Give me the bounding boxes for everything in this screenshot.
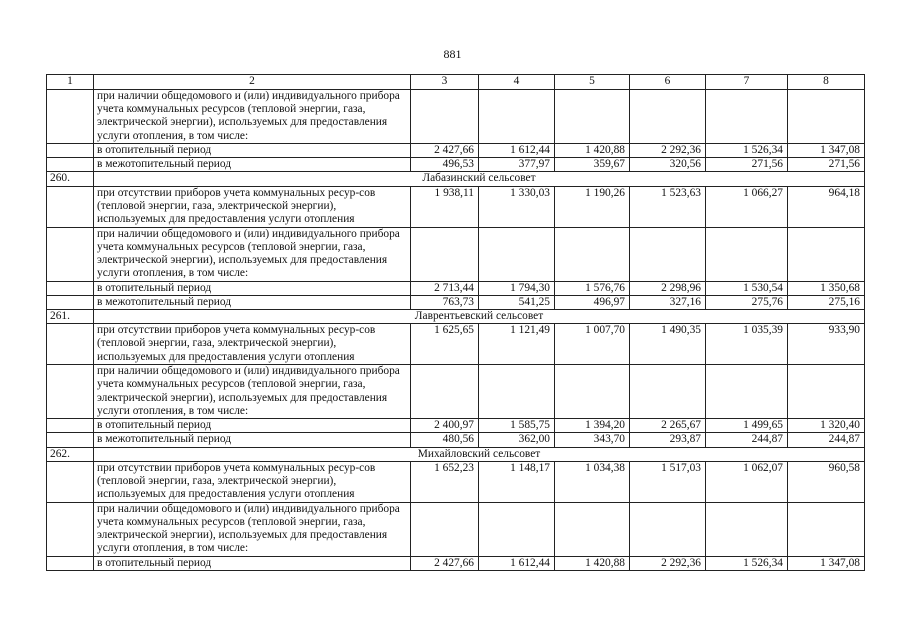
- heating-period-row: [47, 419, 865, 433]
- heating-period-label: в отопительный период: [94, 281, 411, 295]
- tariff-value: 763,73: [411, 295, 479, 309]
- tariff-value: 496,53: [411, 158, 479, 172]
- interheating-period-label: в межотопительный период: [94, 433, 411, 447]
- without-meter-text: при отсутствии приборов учета коммунальных ресур-сов (тепловой энергии, газа, электрической энергии), используемых для предоставления услуги отопления: [94, 186, 411, 227]
- without-meter-text: при отсутствии приборов учета коммунальных ресур-сов (тепловой энергии, газа, электрической энергии), используемых для предоставления услуги отопления: [94, 461, 411, 502]
- tariff-value: 2 292,36: [630, 144, 706, 158]
- tariff-value: 1 035,39: [706, 324, 788, 365]
- tariff-value: 1 585,75: [479, 419, 555, 433]
- without-meter-row: [47, 461, 865, 502]
- section-number: 262.: [47, 447, 94, 461]
- with-meter-row: [47, 227, 865, 281]
- tariff-value: 1 330,03: [479, 186, 555, 227]
- tariff-value: 244,87: [788, 433, 865, 447]
- tariff-value: 1 612,44: [479, 144, 555, 158]
- section-name: Михайловский сельсовет: [94, 447, 865, 461]
- tariff-value: 541,25: [479, 295, 555, 309]
- tariff-value: 1 526,34: [706, 556, 788, 570]
- tariff-value: 362,00: [479, 433, 555, 447]
- tariff-value: 1 576,76: [555, 281, 630, 295]
- column-header: 2: [94, 75, 411, 90]
- heating-period-row: [47, 144, 865, 158]
- tariff-value: 1 938,11: [411, 186, 479, 227]
- tariff-value: 343,70: [555, 433, 630, 447]
- column-header: 5: [555, 75, 630, 90]
- tariff-value: 271,56: [706, 158, 788, 172]
- tariff-value: 293,87: [630, 433, 706, 447]
- tariff-value: 2 427,66: [411, 556, 479, 570]
- with-meter-row: [47, 365, 865, 419]
- tariff-value: 2 298,96: [630, 281, 706, 295]
- tariff-value: 2 292,36: [630, 556, 706, 570]
- tariff-value: 1 526,34: [706, 144, 788, 158]
- interheating-period-row: [47, 433, 865, 447]
- with-meter-text: при наличии общедомового и (или) индивидуального прибора учета коммунальных ресурсов (тепловой энергии, газа, электрической энергии), используемых для предоставления услуги отопления, в том числе:: [94, 90, 411, 144]
- page-number: 881: [443, 47, 462, 61]
- without-meter-row: [47, 186, 865, 227]
- tariff-value: 1 530,54: [706, 281, 788, 295]
- tariff-value: 1 007,70: [555, 324, 630, 365]
- with-meter-row: [47, 90, 865, 144]
- tariff-value: 1 034,38: [555, 461, 630, 502]
- tariff-value: 327,16: [630, 295, 706, 309]
- tariff-table: [46, 74, 865, 571]
- with-meter-text: при наличии общедомового и (или) индивидуального прибора учета коммунальных ресурсов (тепловой энергии, газа, электрической энергии), используемых для предоставления услуги отопления, в том числе:: [94, 365, 411, 419]
- section-header-row: [47, 447, 865, 461]
- section-header-row: [47, 310, 865, 324]
- tariff-value: 964,18: [788, 186, 865, 227]
- tariff-value: 2 713,44: [411, 281, 479, 295]
- tariff-value: 275,76: [706, 295, 788, 309]
- column-header: 4: [479, 75, 555, 90]
- tariff-value: 496,97: [555, 295, 630, 309]
- section-number: 261.: [47, 310, 94, 324]
- interheating-period-label: в межотопительный период: [94, 158, 411, 172]
- tariff-value: 1 148,17: [479, 461, 555, 502]
- column-header: 3: [411, 75, 479, 90]
- column-header: 8: [788, 75, 865, 90]
- column-header: 6: [630, 75, 706, 90]
- tariff-value: 1 350,68: [788, 281, 865, 295]
- heating-period-row: [47, 281, 865, 295]
- interheating-period-row: [47, 295, 865, 309]
- table-header-row: [47, 75, 865, 90]
- tariff-value: 1 420,88: [555, 144, 630, 158]
- tariff-value: 1 523,63: [630, 186, 706, 227]
- tariff-value: 960,58: [788, 461, 865, 502]
- tariff-value: 1 499,65: [706, 419, 788, 433]
- with-meter-text: при наличии общедомового и (или) индивидуального прибора учета коммунальных ресурсов (тепловой энергии, газа, электрической энергии), используемых для предоставления услуги отопления, в том числе:: [94, 502, 411, 556]
- tariff-value: 1 652,23: [411, 461, 479, 502]
- section-name: Лаврентьевский сельсовет: [94, 310, 865, 324]
- tariff-value: 933,90: [788, 324, 865, 365]
- tariff-value: 1 320,40: [788, 419, 865, 433]
- heating-period-label: в отопительный период: [94, 556, 411, 570]
- tariff-value: 1 066,27: [706, 186, 788, 227]
- tariff-value: 1 062,07: [706, 461, 788, 502]
- tariff-value: 1 490,35: [630, 324, 706, 365]
- tariff-value: 1 190,26: [555, 186, 630, 227]
- tariff-value: 244,87: [706, 433, 788, 447]
- tariff-value: 1 121,49: [479, 324, 555, 365]
- heating-period-label: в отопительный период: [94, 144, 411, 158]
- tariff-value: 1 794,30: [479, 281, 555, 295]
- tariff-value: 359,67: [555, 158, 630, 172]
- tariff-value: 1 347,08: [788, 556, 865, 570]
- with-meter-row: [47, 502, 865, 556]
- section-number: 260.: [47, 172, 94, 186]
- interheating-period-row: [47, 158, 865, 172]
- column-header: 1: [47, 75, 94, 90]
- tariff-value: 275,16: [788, 295, 865, 309]
- without-meter-text: при отсутствии приборов учета коммунальных ресур-сов (тепловой энергии, газа, электрической энергии), используемых для предоставления услуги отопления: [94, 324, 411, 365]
- interheating-period-label: в межотопительный период: [94, 295, 411, 309]
- tariff-value: 1 420,88: [555, 556, 630, 570]
- tariff-value: 1 612,44: [479, 556, 555, 570]
- with-meter-text: при наличии общедомового и (или) индивидуального прибора учета коммунальных ресурсов (тепловой энергии, газа, электрической энергии), используемых для предоставления услуги отопления, в том числе:: [94, 227, 411, 281]
- tariff-value: 320,56: [630, 158, 706, 172]
- tariff-value: 480,56: [411, 433, 479, 447]
- tariff-value: 2 265,67: [630, 419, 706, 433]
- tariff-value: 2 427,66: [411, 144, 479, 158]
- tariff-value: 377,97: [479, 158, 555, 172]
- without-meter-row: [47, 324, 865, 365]
- column-header: 7: [706, 75, 788, 90]
- section-header-row: [47, 172, 865, 186]
- tariff-value: 2 400,97: [411, 419, 479, 433]
- tariff-value: 1 394,20: [555, 419, 630, 433]
- tariff-value: 1 517,03: [630, 461, 706, 502]
- tariff-value: 1 625,65: [411, 324, 479, 365]
- heating-period-row: [47, 556, 865, 570]
- section-name: Лабазинский сельсовет: [94, 172, 865, 186]
- heating-period-label: в отопительный период: [94, 419, 411, 433]
- tariff-value: 271,56: [788, 158, 865, 172]
- tariff-value: 1 347,08: [788, 144, 865, 158]
